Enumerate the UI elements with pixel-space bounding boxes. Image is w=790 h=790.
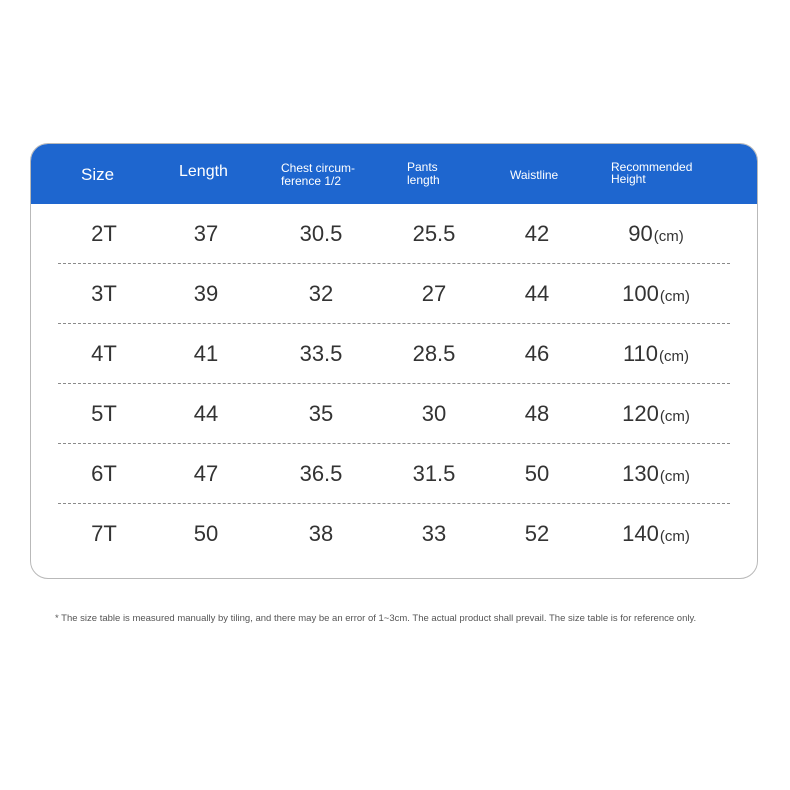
height-value: 100 [622,281,659,306]
header-recommended-height: Recommended Height [611,160,693,186]
height-value: 140 [622,521,659,546]
cell-size: 4T [91,341,117,366]
height-unit: (cm) [659,408,690,425]
cell-pants-length: 33 [421,521,447,546]
table-row [31,504,757,564]
cell-pants-length: 30 [421,401,447,426]
header-length: Length [179,163,228,180]
size-chart-card [30,143,758,579]
cell-length: 37 [193,221,219,246]
cell-pants-length: 31.5 [412,461,456,486]
table-row [31,264,757,324]
cell-length: 39 [193,281,219,306]
cell-size: 7T [91,521,117,546]
table-row [31,324,757,384]
height-value: 120 [622,401,659,426]
height-unit: (cm) [659,348,690,365]
cell-chest: 33.5 [299,341,343,366]
table-row [31,384,757,444]
cell-length: 50 [193,521,219,546]
cell-waistline: 52 [524,521,550,546]
cell-length: 47 [193,461,219,486]
cell-height [601,264,711,324]
table-body [31,204,757,564]
height-value: 110 [622,341,659,366]
cell-chest: 32 [308,281,334,306]
disclaimer-footnote: * The size table is measured manually by tiling, and there may be an error of 1~3cm. The actual product shall prevail. The size table is for reference only. [55,613,697,624]
cell-waistline: 44 [524,281,550,306]
cell-waistline: 42 [524,221,550,246]
cell-height [601,444,711,504]
cell-height [601,204,711,264]
cell-chest: 30.5 [299,221,343,246]
cell-length: 44 [193,401,219,426]
cell-size: 3T [91,281,117,306]
cell-size: 5T [91,401,117,426]
cell-waistline: 50 [524,461,550,486]
height-unit: (cm) [659,468,690,485]
header-pants-length: Pants length [407,160,440,187]
table-row [31,204,757,264]
cell-waistline: 46 [524,341,550,366]
cell-pants-length: 27 [421,281,447,306]
table-header [31,144,757,204]
header-waistline: Waistline [510,168,559,182]
header-chest: Chest circum- ference 1/2 [281,161,356,188]
cell-height [601,384,711,444]
height-unit: (cm) [659,288,690,305]
cell-waistline: 48 [524,401,550,426]
table-row [31,444,757,504]
header-size: Size [81,165,115,184]
height-value: 130 [622,461,659,486]
cell-height [601,324,711,384]
cell-size: 6T [91,461,117,486]
height-unit: (cm) [653,228,684,245]
cell-length: 41 [193,341,219,366]
height-unit: (cm) [659,528,690,545]
cell-chest: 36.5 [299,461,343,486]
cell-pants-length: 28.5 [412,341,456,366]
cell-size: 2T [91,221,117,246]
cell-height [601,504,711,564]
cell-pants-length: 25.5 [412,221,456,246]
cell-chest: 35 [308,401,334,426]
height-value: 90 [628,221,653,246]
cell-chest: 38 [308,521,334,546]
